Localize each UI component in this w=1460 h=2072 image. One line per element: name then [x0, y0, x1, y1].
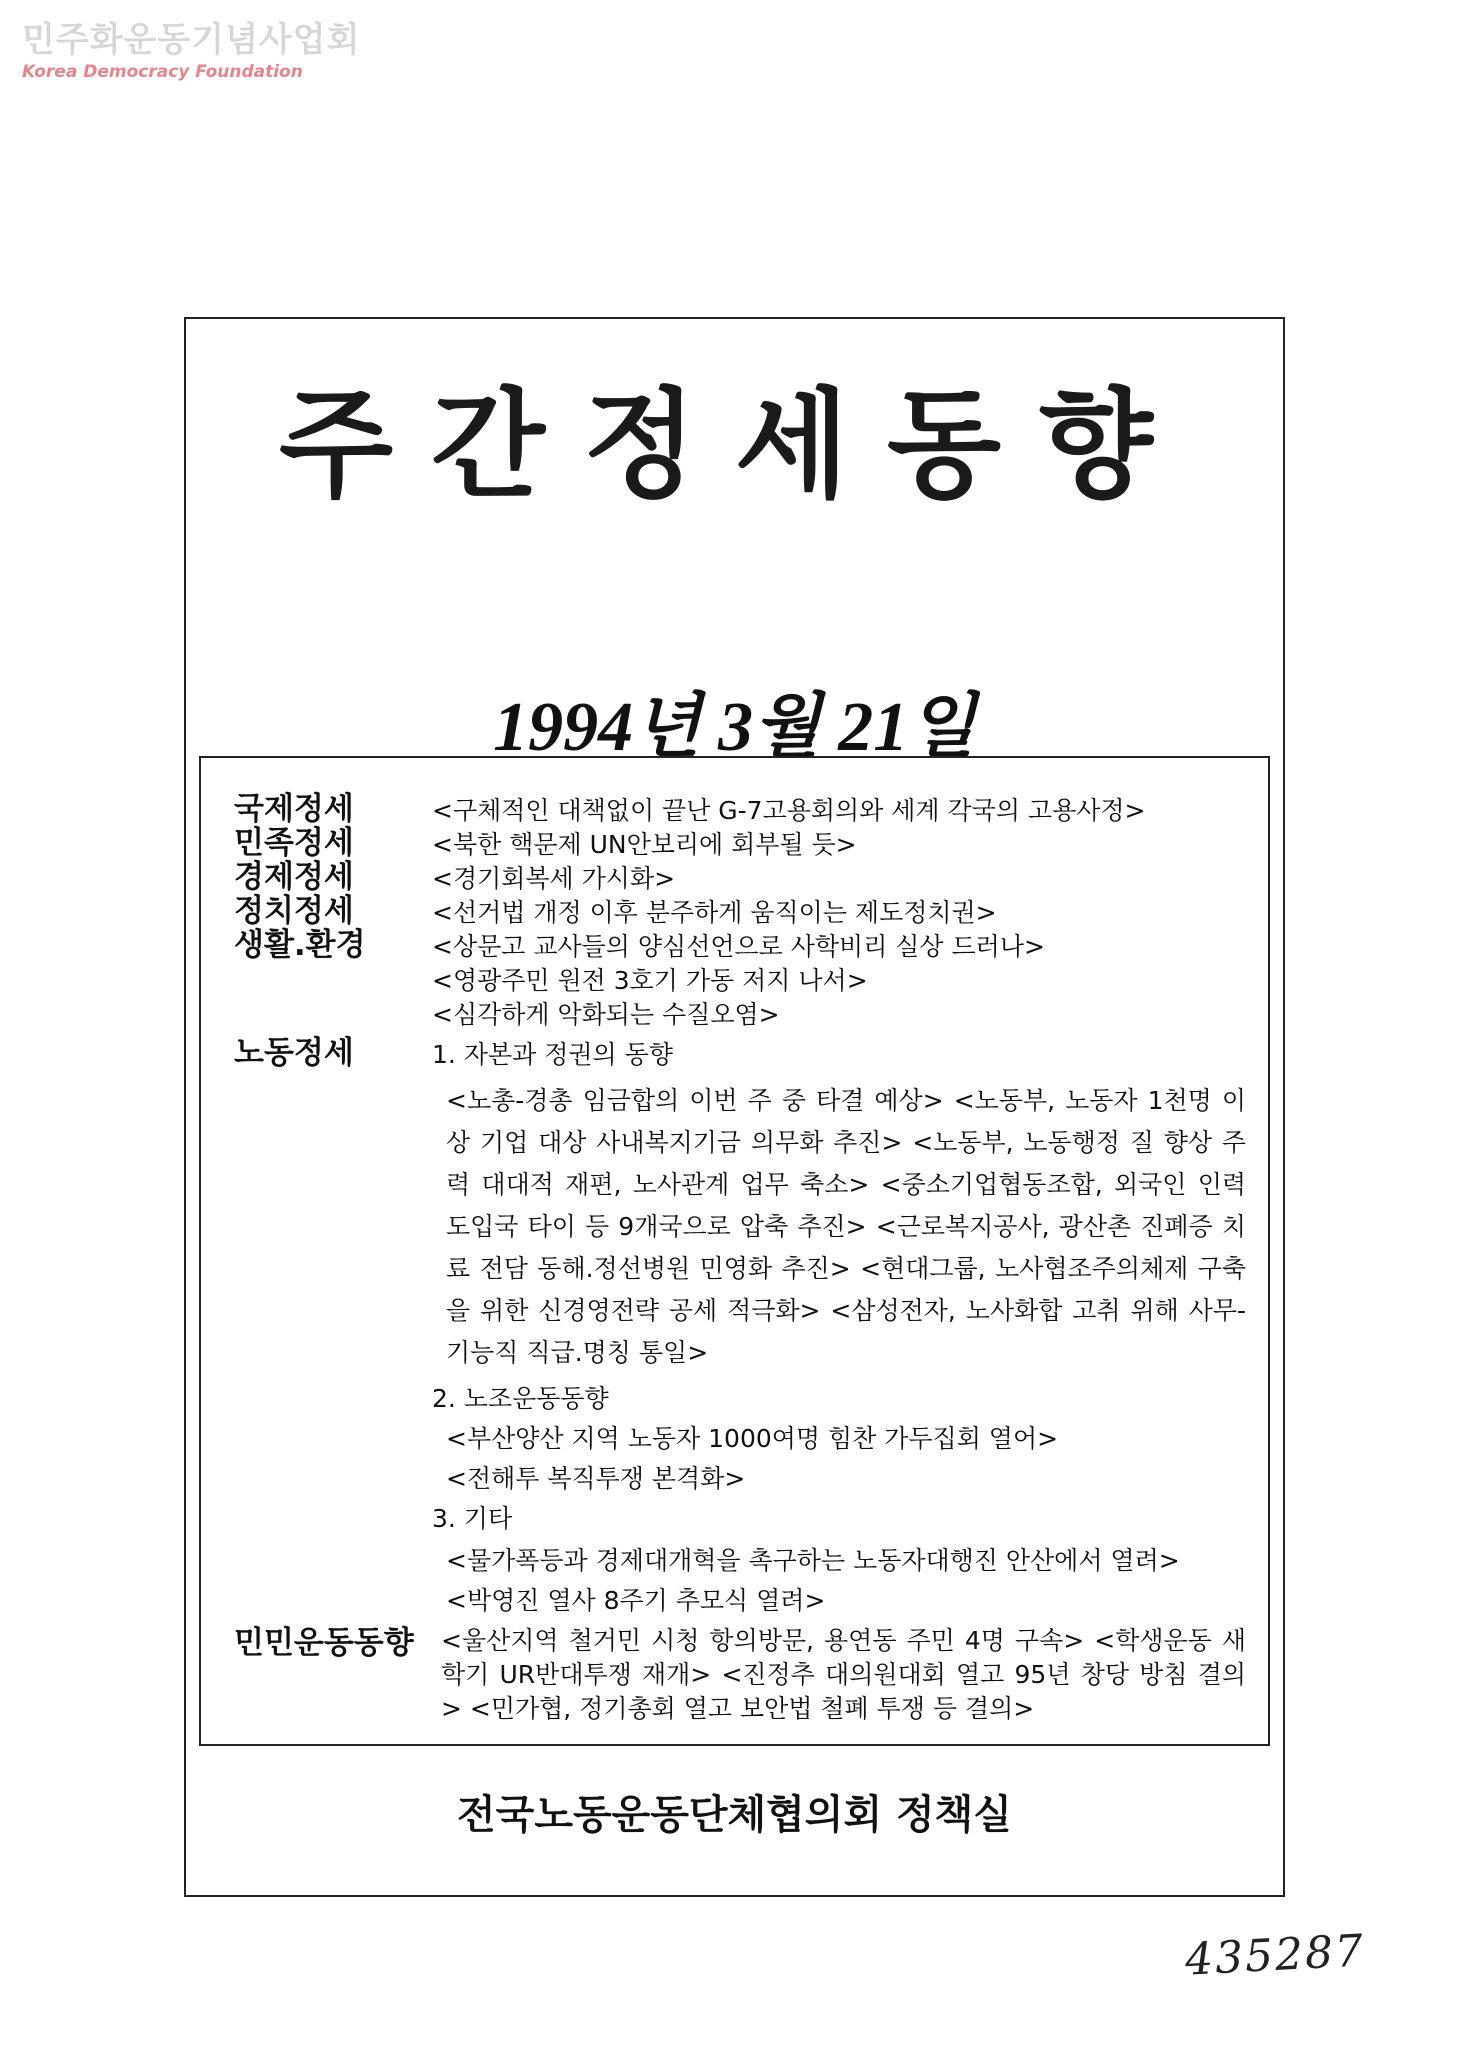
label-labor: 노동정세	[234, 1035, 354, 1071]
labor-paragraph-1: <노총-경총 임금합의 이번 주 중 타결 예상> <노동부, 노동자 1천명 이상 기업 대상 사내복지기금 의무화 추진> <노동부, 노동행정 질 향상 주력 대대적 재편, 노사관계 업무 축소> <중소기업협동조합, 외국인 인력 도입국 타이 등 9개국으로 압축 추진> <근로복지공사, 광산촌 진폐증 치료 전담 동해.정선병원 민영화 추진> <현대그룹, 노사협조주의체제 구축을 위한 신경영전략 공세 적극화> <삼성전자, 노사화합 고취 위해 사무-기능직 직급.명칭 통일>	[446, 1086, 1246, 1367]
labor-other-item-2: <박영진 열사 8주기 추모식 열려>	[446, 1586, 826, 1615]
item-international-1: <구체적인 대책없이 끝난 G-7고용회의와 세계 각국의 고용사정>	[432, 796, 1146, 825]
item-life-3: <심각하게 악화되는 수질오염>	[432, 1000, 780, 1029]
item-politics-1: <선거법 개정 이후 분주하게 움직이는 제도정치권>	[432, 898, 997, 927]
labor-union-item-2: <전해투 복직투쟁 본격화>	[446, 1464, 746, 1493]
label-national: 민족정세	[234, 825, 354, 861]
labor-union-item-1: <부산양산 지역 노동자 1000여명 힘찬 가두집회 열어>	[446, 1424, 1059, 1453]
item-economy-1: <경기회복세 가시화>	[432, 864, 676, 893]
labor-subheading-1: 1. 자본과 정권의 동향	[432, 1040, 673, 1069]
contents-box	[199, 756, 1270, 1746]
publisher: 전국노동운동단체협의회 정책실	[457, 1791, 1012, 1838]
people-movement-paragraph: <울산지역 철거민 시청 항의방문, 용연동 주민 4명 구속> <학생운동 새학기 UR반대투쟁 재개> <진정추 대의원대회 열고 95년 창당 방침 결의> <민가협, 정기총회 열고 보안법 철폐 투쟁 등 결의>	[441, 1626, 1246, 1723]
item-life-2: <영광주민 원전 3호기 가동 저지 나서>	[432, 966, 868, 995]
watermark	[22, 20, 360, 82]
label-life: 생활.환경	[234, 927, 366, 963]
handwritten-number: 435287	[1183, 1925, 1367, 1986]
item-national-1: <북한 핵문제 UN안보리에 회부될 듯>	[432, 830, 857, 859]
labor-subheading-3: 3. 기타	[432, 1504, 513, 1533]
labor-other-item-1: <물가폭등과 경제대개혁을 촉구하는 노동자대행진 안산에서 열려>	[446, 1546, 1180, 1575]
label-people-movement: 민민운동동향	[234, 1625, 414, 1661]
labor-subheading-2: 2. 노조운동동향	[432, 1384, 609, 1413]
label-politics: 정치정세	[234, 893, 354, 929]
watermark-korean: 민주화운동기념사업회	[22, 20, 361, 60]
document-date: 1994년 3월 21일	[493, 689, 976, 766]
watermark-english: Korea Democracy Foundation	[22, 62, 303, 82]
label-economy: 경제정세	[234, 859, 354, 895]
label-international: 국제정세	[234, 791, 354, 827]
item-life-1: <상문고 교사들의 양심선언으로 사학비리 실상 드러나>	[432, 932, 1045, 961]
document-title: 주간정세동향	[279, 376, 1191, 514]
